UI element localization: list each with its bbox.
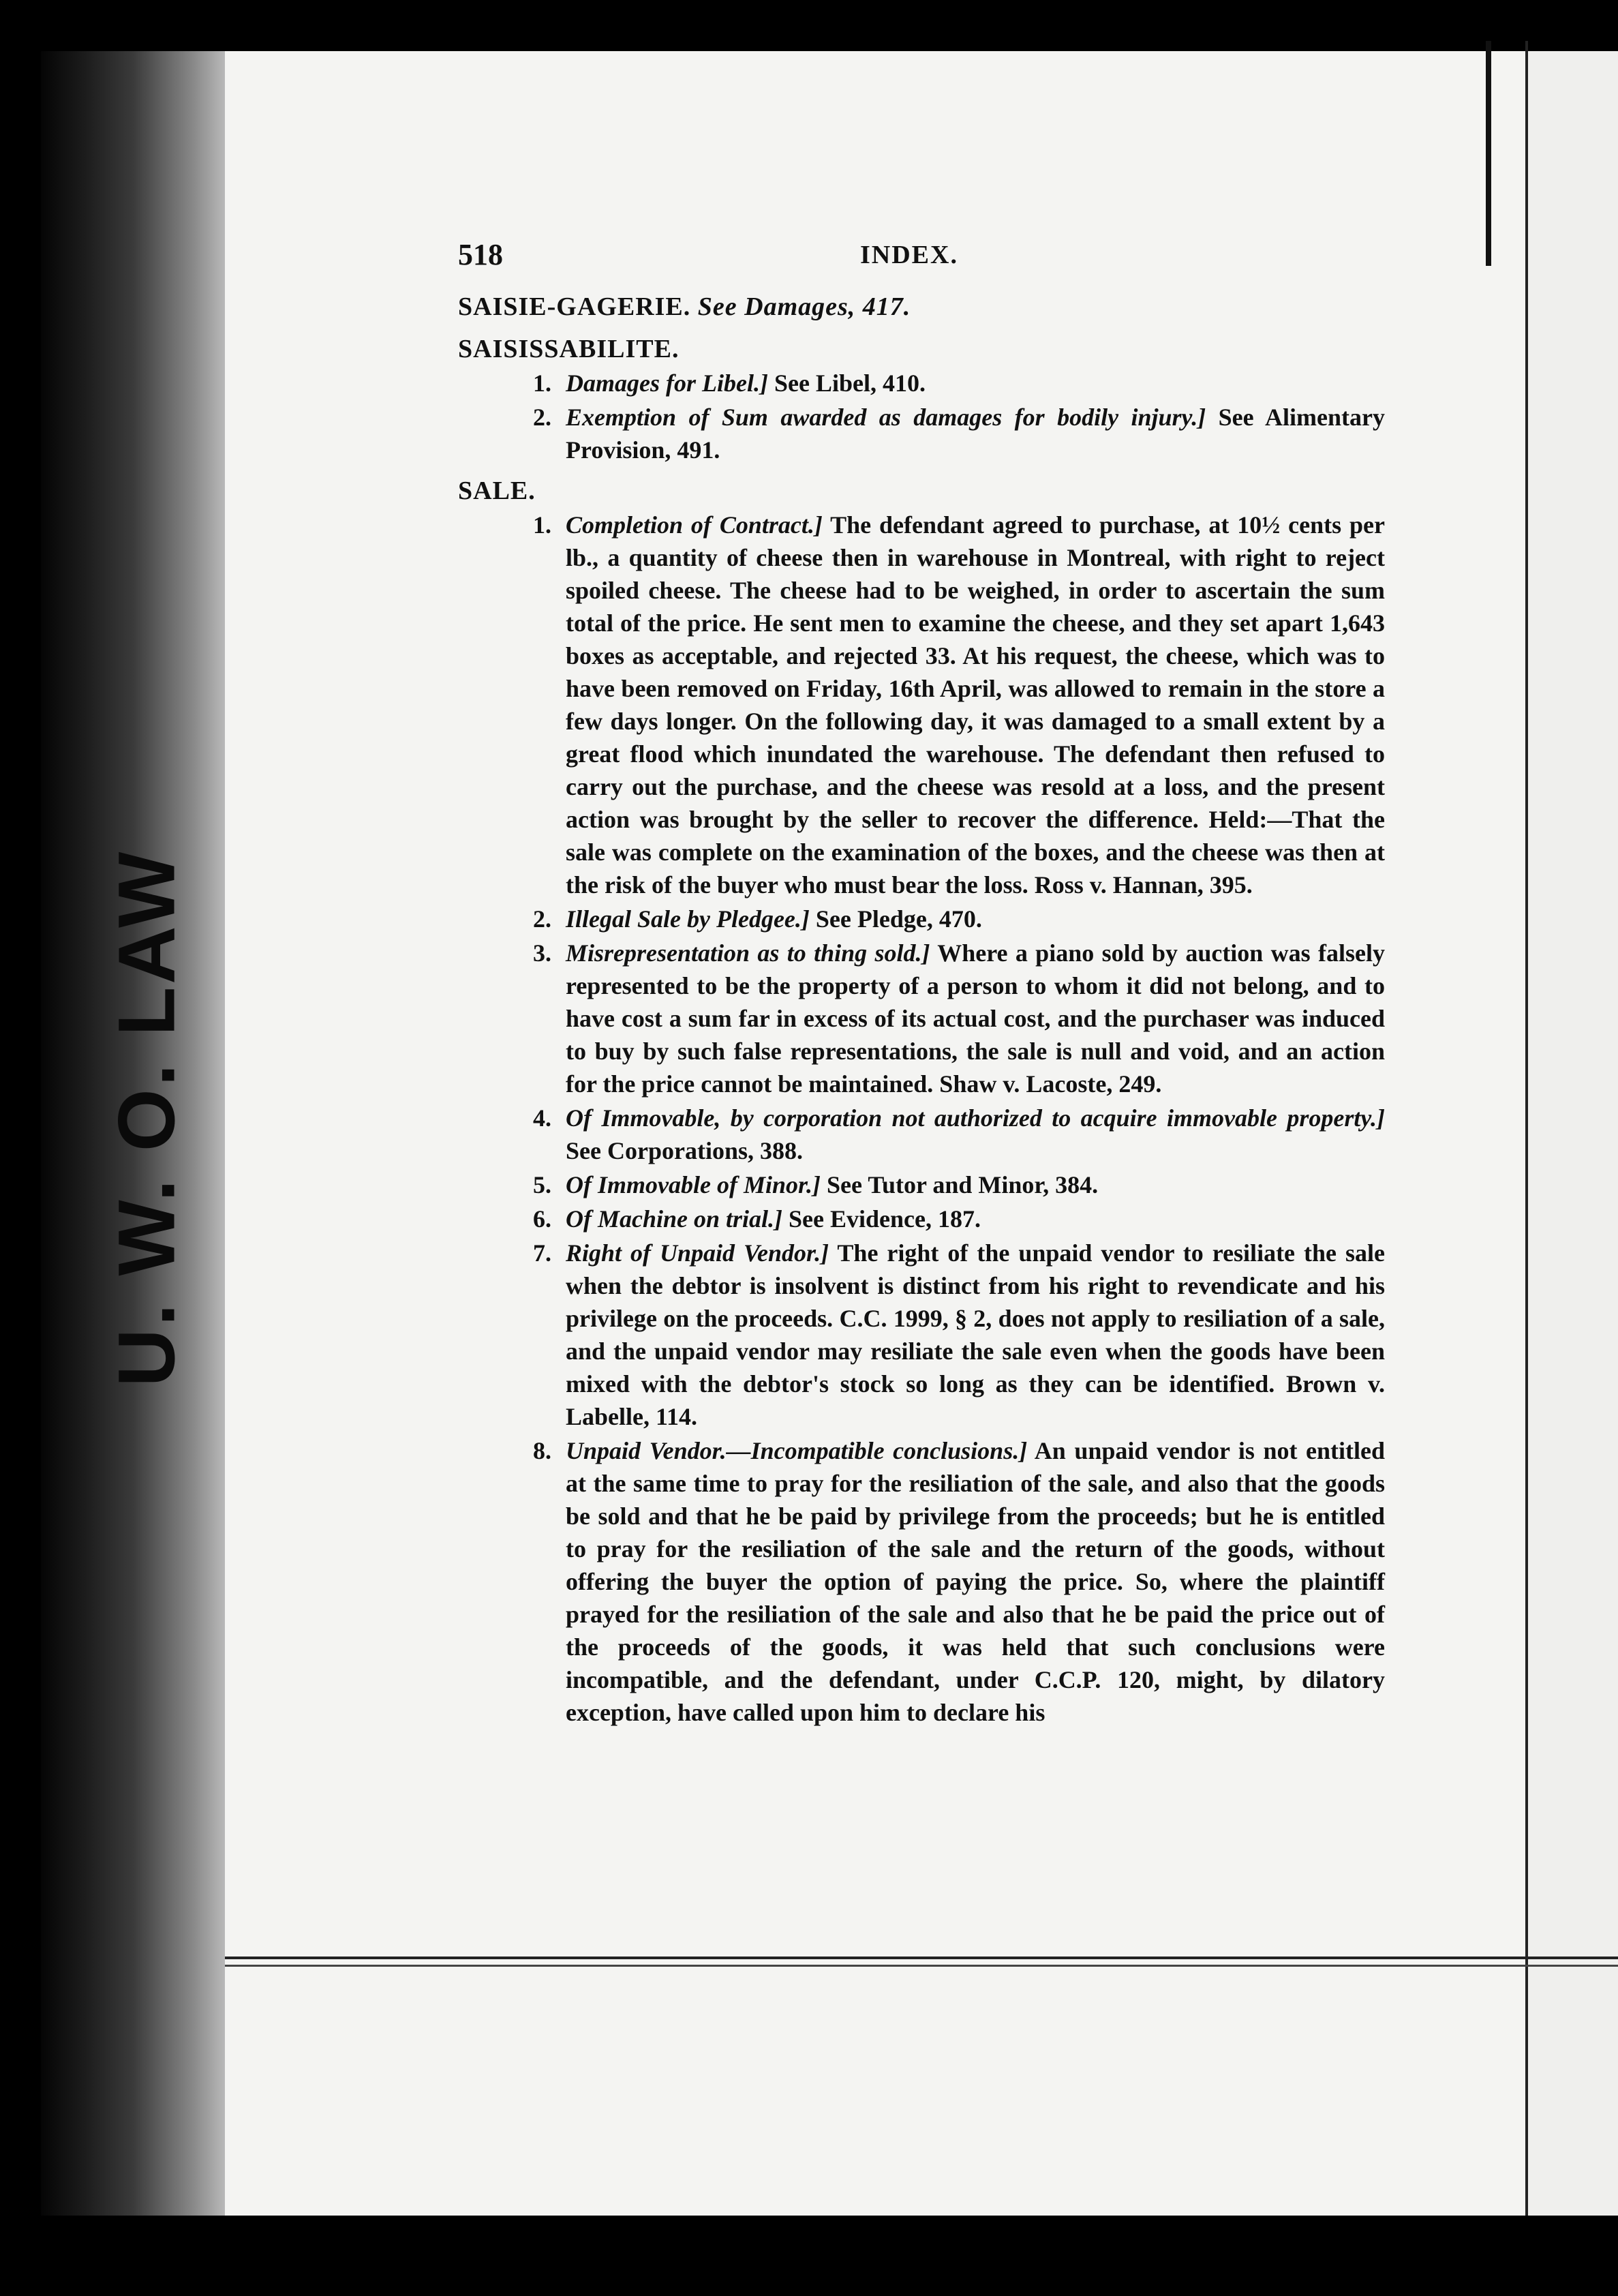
entry-title: Of Machine on trial.]: [566, 1205, 783, 1233]
entry-text: See Evidence, 187.: [789, 1205, 981, 1233]
entry-text: Where a piano sold by auction was falsely represented to be the property of a person to whom it did not belong, and to have cost a sum far in excess of its actual cost, and the purchaser was induced to buy by such false representations, the sale is null and void, and an action for the price cannot be maintained. Shaw v. Lacoste, 249.: [566, 939, 1386, 1098]
index-content: [458, 239, 1385, 1730]
entry-number: 5.: [533, 1171, 551, 1198]
page-divider-line: [1525, 41, 1528, 2216]
entry-text: See Tutor and Minor, 384.: [827, 1171, 1099, 1198]
entry-text: See Libel, 410.: [774, 369, 926, 397]
entry-number: 2.: [533, 905, 551, 933]
entry-text: The defendant agreed to purchase, at 10½ cents per lb., a quantity of cheese then in warehouse in Montreal, with right to reject spoiled cheese. The cheese had to be weighed, in order to ascertain the sum total of the price. He sent men to examine the cheese, and they set apart 1,643 boxes as acceptable, and rejected 33. At his request, the cheese, which was to have been removed on Friday, 16th April, was allowed to remain in the store a few days longer. On the following day, it was damaged to a small extent by a great flood which inundated the warehouse. The defendant then refused to carry out the purchase, and the cheese was resold at a loss, and the present action was brought by the seller to recover the difference. Held:—That the sale was complete on the examination of the boxes, and the cheese was then at the risk of the buyer who must bear the loss. Ross v. Hannan, 395.: [566, 511, 1385, 898]
heading-label: SALE.: [458, 477, 536, 505]
library-stamp: [102, 849, 192, 1387]
index-entry: [458, 1168, 1385, 1201]
entry-title: Illegal Sale by Pledgee.]: [566, 905, 810, 933]
heading-cross-reference: See Damages, 417.: [697, 292, 911, 321]
entry-title: Completion of Contract.]: [566, 511, 823, 539]
entry-title: Misrepresentation as to thing sold.]: [566, 939, 930, 967]
entry-title: Of Immovable of Minor.]: [566, 1171, 821, 1198]
entry-number: 6.: [533, 1205, 551, 1233]
film-border-bottom: [0, 2216, 1618, 2296]
bottom-rule-secondary: [225, 1965, 1618, 1967]
entry-number: 1.: [533, 511, 551, 539]
index-heading-saisissabilite: [458, 331, 1385, 367]
heading-label: SAISISSABILITE.: [458, 335, 680, 363]
entry-text: An unpaid vendor is not entitled at the same time to pray for the resiliation of the sale, and also that the goods be sold and that he be paid by privilege from the proceeds; but he is entitled to pray for the resiliation of the sale and the return of the goods, without offering the buyer the option of paying the price. So, where the plaintiff prayed for the resiliation of the sale and also that he be paid the price out of the proceeds of the goods, it was held that such conclusions were incompatible, and the defendant, under C.C.P. 120, might, by dilatory exception, have called upon him to declare his: [566, 1437, 1385, 1726]
adjacent-page-edge: [1527, 51, 1618, 2216]
index-entry: [458, 1203, 1385, 1235]
entry-number: 8.: [533, 1437, 551, 1464]
index-entry: [458, 401, 1385, 466]
entry-title: Right of Unpaid Vendor.]: [566, 1239, 829, 1267]
entry-title: Unpaid Vendor.—Incompatible conclusions.]: [566, 1437, 1028, 1464]
entry-number: 7.: [533, 1239, 551, 1267]
entry-title: Of Immovable, by corporation not authorized to acquire immovable property.]: [566, 1104, 1385, 1132]
heading-label: SAISIE-GAGERIE.: [458, 292, 691, 321]
index-entry: [458, 1102, 1385, 1167]
index-entry: [458, 1434, 1385, 1729]
index-entry: [458, 367, 1385, 399]
entry-text: See Corporations, 388.: [566, 1137, 803, 1164]
index-entry: [458, 1237, 1385, 1433]
page-divider-mark: [1486, 41, 1491, 266]
index-entry: [458, 937, 1385, 1100]
index-heading-saisie-gagerie: [458, 289, 1385, 324]
library-stamp-text: U. W. O. LAW: [102, 849, 192, 1387]
index-heading-sale: [458, 473, 1385, 509]
page-header: [458, 239, 1385, 282]
bottom-rule: [225, 1957, 1618, 1959]
entry-number: 4.: [533, 1104, 551, 1132]
index-entry: [458, 903, 1385, 935]
film-border-top: [0, 0, 1618, 51]
entry-text: The right of the unpaid vendor to resiliate the sale when the debtor is insolvent is distinct from his right to revendicate and his privilege on the proceeds. C.C. 1999, § 2, does not apply to resiliation of a sale, and the unpaid vendor may resiliate the sale even when the goods have been mixed with the debtor's stock so long as they can be identified. Brown v. Labelle, 114.: [566, 1239, 1385, 1430]
entry-text: See Alimentary Provision, 491.: [566, 404, 1386, 464]
entry-number: 1.: [533, 369, 551, 397]
entry-number: 2.: [533, 404, 551, 431]
index-entry: [458, 509, 1385, 901]
entry-number: 3.: [533, 939, 551, 967]
entry-title: Exemption of Sum awarded as damages for bodily injury.]: [566, 404, 1206, 431]
entry-text: See Pledge, 470.: [815, 905, 982, 933]
entry-title: Damages for Libel.]: [566, 369, 768, 397]
page-title: INDEX.: [860, 241, 958, 269]
page-number: 518: [458, 238, 503, 271]
